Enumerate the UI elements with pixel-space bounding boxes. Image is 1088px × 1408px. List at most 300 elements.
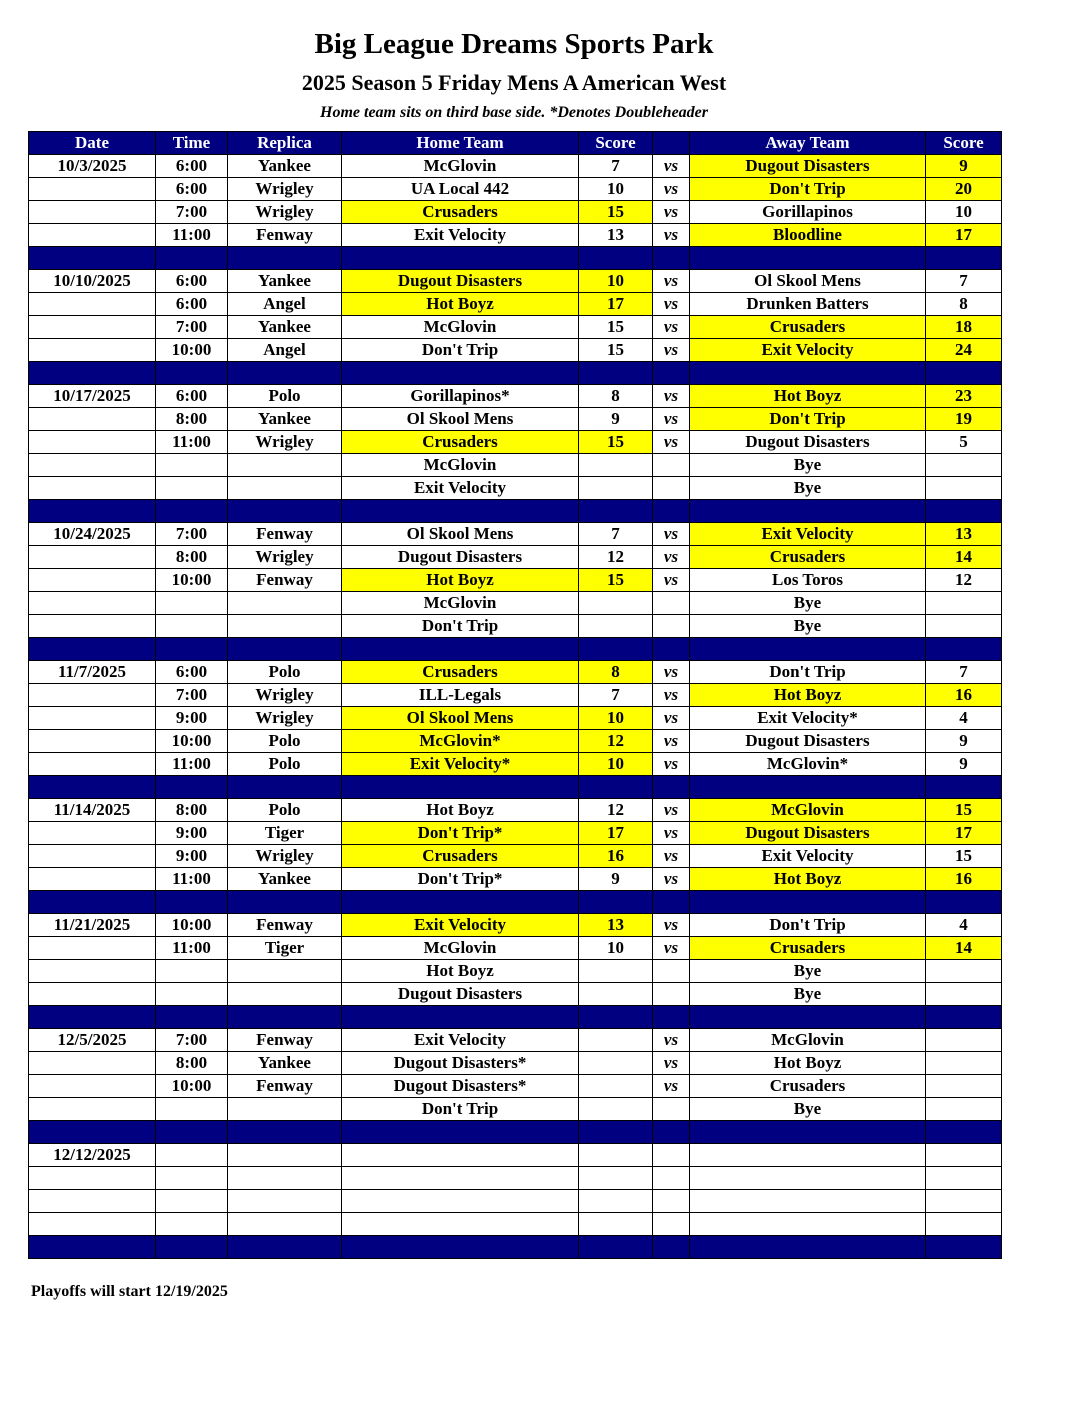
vs-cell: vs (653, 316, 690, 339)
separator-cell (653, 247, 690, 270)
date-cell (29, 316, 156, 339)
separator-cell (690, 500, 926, 523)
game-row (29, 960, 1002, 983)
vs-cell: vs (653, 937, 690, 960)
home-score-cell: 7 (579, 155, 653, 178)
separator-cell (653, 776, 690, 799)
week-separator-row (29, 362, 1002, 385)
home-score-cell: 12 (579, 546, 653, 569)
away-score-cell: 19 (926, 408, 1002, 431)
separator-cell (690, 247, 926, 270)
away-team-cell: Hot Boyz (690, 1052, 926, 1075)
away-team-cell (690, 1190, 926, 1213)
home-team-cell: Crusaders (342, 431, 579, 454)
date-cell (29, 960, 156, 983)
home-score-cell (579, 1167, 653, 1190)
replica-cell (228, 1144, 342, 1167)
away-score-cell: 17 (926, 822, 1002, 845)
home-score-cell: 12 (579, 799, 653, 822)
replica-cell: Polo (228, 730, 342, 753)
away-score-cell: 14 (926, 546, 1002, 569)
replica-cell (228, 960, 342, 983)
separator-cell (29, 1236, 156, 1259)
away-score-cell (926, 1167, 1002, 1190)
separator-cell (228, 1006, 342, 1029)
week-separator-row (29, 638, 1002, 661)
home-team-cell: Dugout Disasters (342, 270, 579, 293)
time-cell: 11:00 (156, 431, 228, 454)
game-row (29, 293, 1002, 316)
home-team-cell: Exit Velocity (342, 914, 579, 937)
vs-cell: vs (653, 1075, 690, 1098)
home-score-cell: 15 (579, 339, 653, 362)
date-cell (29, 1098, 156, 1121)
date-cell (29, 1167, 156, 1190)
home-score-cell: 10 (579, 937, 653, 960)
away-score-cell: 10 (926, 201, 1002, 224)
game-row (29, 1213, 1002, 1236)
time-cell (156, 1144, 228, 1167)
separator-cell (653, 1121, 690, 1144)
home-team-cell: Crusaders (342, 845, 579, 868)
away-team-cell: Bye (690, 960, 926, 983)
replica-cell: Yankee (228, 270, 342, 293)
vs-cell: vs (653, 293, 690, 316)
home-team-cell: Don't Trip* (342, 822, 579, 845)
separator-cell (228, 247, 342, 270)
time-cell: 10:00 (156, 914, 228, 937)
home-team-cell: McGlovin (342, 155, 579, 178)
away-score-cell: 7 (926, 661, 1002, 684)
away-score-cell (926, 1029, 1002, 1052)
date-cell (29, 1052, 156, 1075)
away-score-cell (926, 1052, 1002, 1075)
time-cell (156, 983, 228, 1006)
home-score-cell: 7 (579, 523, 653, 546)
home-score-cell: 9 (579, 868, 653, 891)
home-team-cell: Ol Skool Mens (342, 523, 579, 546)
playoffs-note: Playoffs will start 12/19/2025 (31, 1283, 228, 1300)
home-team-cell: Gorillapinos* (342, 385, 579, 408)
replica-cell: Fenway (228, 569, 342, 592)
vs-cell: vs (653, 385, 690, 408)
time-cell: 8:00 (156, 546, 228, 569)
separator-cell (228, 1236, 342, 1259)
date-cell (29, 431, 156, 454)
separator-cell (926, 500, 1002, 523)
away-team-cell: Crusaders (690, 316, 926, 339)
col-time: Time (156, 132, 228, 155)
separator-cell (579, 891, 653, 914)
separator-cell (228, 362, 342, 385)
time-cell (156, 1098, 228, 1121)
separator-cell (29, 1006, 156, 1029)
date-cell: 10/17/2025 (29, 385, 156, 408)
vs-cell: vs (653, 753, 690, 776)
separator-cell (926, 1006, 1002, 1029)
home-team-cell: McGlovin (342, 454, 579, 477)
vs-cell (653, 454, 690, 477)
away-team-cell: Bye (690, 1098, 926, 1121)
game-row (29, 155, 1002, 178)
away-team-cell: Los Toros (690, 569, 926, 592)
replica-cell: Yankee (228, 316, 342, 339)
time-cell: 10:00 (156, 730, 228, 753)
game-row (29, 339, 1002, 362)
replica-cell: Tiger (228, 937, 342, 960)
game-row (29, 569, 1002, 592)
vs-cell (653, 477, 690, 500)
home-score-cell (579, 1190, 653, 1213)
home-score-cell (579, 454, 653, 477)
replica-cell: Polo (228, 661, 342, 684)
date-cell (29, 868, 156, 891)
game-row (29, 1052, 1002, 1075)
away-score-cell: 24 (926, 339, 1002, 362)
game-row (29, 270, 1002, 293)
away-score-cell (926, 477, 1002, 500)
week-separator-row (29, 1006, 1002, 1029)
schedule-table (28, 131, 1002, 1259)
separator-cell (926, 362, 1002, 385)
vs-cell: vs (653, 201, 690, 224)
away-score-cell (926, 960, 1002, 983)
home-score-cell (579, 1098, 653, 1121)
vs-cell: vs (653, 155, 690, 178)
replica-cell: Wrigley (228, 178, 342, 201)
separator-cell (579, 1121, 653, 1144)
vs-cell: vs (653, 868, 690, 891)
away-score-cell: 16 (926, 868, 1002, 891)
away-team-cell: Exit Velocity (690, 845, 926, 868)
date-cell (29, 546, 156, 569)
time-cell: 7:00 (156, 1029, 228, 1052)
week-separator-row (29, 776, 1002, 799)
date-cell (29, 822, 156, 845)
date-cell: 10/3/2025 (29, 155, 156, 178)
date-cell (29, 983, 156, 1006)
vs-cell (653, 960, 690, 983)
separator-cell (579, 362, 653, 385)
separator-cell (29, 1121, 156, 1144)
replica-cell (228, 1190, 342, 1213)
vs-cell: vs (653, 431, 690, 454)
week-separator-row (29, 500, 1002, 523)
game-row (29, 730, 1002, 753)
time-cell: 6:00 (156, 661, 228, 684)
date-cell: 11/21/2025 (29, 914, 156, 937)
away-team-cell (690, 1167, 926, 1190)
away-team-cell: Hot Boyz (690, 684, 926, 707)
separator-cell (579, 776, 653, 799)
date-cell: 12/5/2025 (29, 1029, 156, 1052)
date-cell (29, 178, 156, 201)
home-score-cell: 15 (579, 316, 653, 339)
separator-cell (653, 500, 690, 523)
game-row (29, 201, 1002, 224)
separator-cell (228, 1121, 342, 1144)
away-score-cell: 14 (926, 937, 1002, 960)
away-team-cell: Don't Trip (690, 661, 926, 684)
home-team-cell: Ol Skool Mens (342, 707, 579, 730)
vs-cell: vs (653, 523, 690, 546)
separator-cell (926, 891, 1002, 914)
game-row (29, 431, 1002, 454)
time-cell: 10:00 (156, 569, 228, 592)
replica-cell (228, 454, 342, 477)
home-score-cell (579, 615, 653, 638)
game-row (29, 822, 1002, 845)
separator-cell (228, 638, 342, 661)
game-row (29, 546, 1002, 569)
game-row (29, 615, 1002, 638)
away-score-cell (926, 1213, 1002, 1236)
home-score-cell: 10 (579, 753, 653, 776)
game-row (29, 477, 1002, 500)
away-score-cell: 4 (926, 707, 1002, 730)
time-cell: 7:00 (156, 201, 228, 224)
separator-cell (342, 638, 579, 661)
separator-cell (690, 891, 926, 914)
time-cell: 7:00 (156, 316, 228, 339)
game-row (29, 661, 1002, 684)
replica-cell (228, 615, 342, 638)
vs-cell: vs (653, 339, 690, 362)
vs-cell: vs (653, 661, 690, 684)
home-score-cell (579, 1144, 653, 1167)
date-cell: 11/7/2025 (29, 661, 156, 684)
date-cell (29, 1190, 156, 1213)
home-team-cell: Ol Skool Mens (342, 408, 579, 431)
date-cell (29, 615, 156, 638)
date-cell (29, 224, 156, 247)
vs-cell: vs (653, 730, 690, 753)
home-team-cell: Exit Velocity (342, 477, 579, 500)
away-score-cell: 18 (926, 316, 1002, 339)
vs-cell: vs (653, 1029, 690, 1052)
time-cell: 8:00 (156, 799, 228, 822)
time-cell: 6:00 (156, 178, 228, 201)
time-cell: 9:00 (156, 845, 228, 868)
vs-cell: vs (653, 178, 690, 201)
away-score-cell: 12 (926, 569, 1002, 592)
vs-cell: vs (653, 569, 690, 592)
away-team-cell: Bye (690, 477, 926, 500)
replica-cell: Wrigley (228, 201, 342, 224)
away-team-cell: Crusaders (690, 1075, 926, 1098)
away-team-cell: Crusaders (690, 937, 926, 960)
date-cell: 12/12/2025 (29, 1144, 156, 1167)
game-row (29, 707, 1002, 730)
away-score-cell (926, 615, 1002, 638)
separator-cell (926, 776, 1002, 799)
replica-cell: Yankee (228, 1052, 342, 1075)
vs-cell (653, 1167, 690, 1190)
away-team-cell: McGlovin* (690, 753, 926, 776)
separator-cell (156, 1121, 228, 1144)
game-row (29, 1144, 1002, 1167)
separator-cell (29, 891, 156, 914)
game-row (29, 753, 1002, 776)
week-separator-row (29, 1236, 1002, 1259)
away-team-cell: McGlovin (690, 1029, 926, 1052)
away-score-cell: 4 (926, 914, 1002, 937)
separator-cell (342, 1006, 579, 1029)
separator-cell (228, 891, 342, 914)
game-row (29, 845, 1002, 868)
time-cell: 9:00 (156, 822, 228, 845)
game-row (29, 1098, 1002, 1121)
away-score-cell: 15 (926, 799, 1002, 822)
game-row (29, 224, 1002, 247)
separator-cell (228, 776, 342, 799)
replica-cell (228, 592, 342, 615)
vs-cell: vs (653, 1052, 690, 1075)
game-row (29, 868, 1002, 891)
vs-cell: vs (653, 845, 690, 868)
vs-cell: vs (653, 684, 690, 707)
time-cell (156, 454, 228, 477)
replica-cell: Fenway (228, 1029, 342, 1052)
date-cell (29, 1075, 156, 1098)
date-cell (29, 684, 156, 707)
home-team-cell: McGlovin* (342, 730, 579, 753)
away-score-cell: 13 (926, 523, 1002, 546)
home-score-cell: 17 (579, 822, 653, 845)
date-cell (29, 753, 156, 776)
vs-cell: vs (653, 408, 690, 431)
away-team-cell: Bye (690, 454, 926, 477)
time-cell: 11:00 (156, 224, 228, 247)
vs-cell: vs (653, 707, 690, 730)
replica-cell: Polo (228, 799, 342, 822)
replica-cell: Angel (228, 293, 342, 316)
separator-cell (156, 500, 228, 523)
replica-cell (228, 1213, 342, 1236)
time-cell: 6:00 (156, 293, 228, 316)
away-team-cell: Bye (690, 592, 926, 615)
home-score-cell: 8 (579, 385, 653, 408)
vs-cell: vs (653, 224, 690, 247)
home-score-cell: 8 (579, 661, 653, 684)
away-team-cell: McGlovin (690, 799, 926, 822)
separator-cell (653, 891, 690, 914)
time-cell: 10:00 (156, 1075, 228, 1098)
separator-cell (926, 1236, 1002, 1259)
date-cell (29, 201, 156, 224)
date-cell: 10/24/2025 (29, 523, 156, 546)
home-score-cell: 12 (579, 730, 653, 753)
vs-cell (653, 1213, 690, 1236)
away-score-cell: 5 (926, 431, 1002, 454)
separator-cell (156, 247, 228, 270)
home-team-cell: Hot Boyz (342, 293, 579, 316)
vs-cell: vs (653, 914, 690, 937)
separator-cell (579, 1236, 653, 1259)
away-team-cell: Dugout Disasters (690, 155, 926, 178)
home-score-cell: 15 (579, 201, 653, 224)
away-score-cell: 23 (926, 385, 1002, 408)
home-team-cell: Exit Velocity* (342, 753, 579, 776)
replica-cell: Fenway (228, 523, 342, 546)
vs-cell: vs (653, 546, 690, 569)
home-score-cell: 10 (579, 270, 653, 293)
separator-cell (690, 1236, 926, 1259)
time-cell (156, 477, 228, 500)
time-cell: 10:00 (156, 339, 228, 362)
col-away-score: Score (926, 132, 1002, 155)
vs-cell (653, 983, 690, 1006)
away-score-cell (926, 983, 1002, 1006)
separator-cell (926, 1121, 1002, 1144)
date-cell (29, 339, 156, 362)
replica-cell: Fenway (228, 224, 342, 247)
home-team-cell: Dugout Disasters (342, 546, 579, 569)
time-cell (156, 960, 228, 983)
separator-cell (156, 1006, 228, 1029)
home-score-cell: 13 (579, 224, 653, 247)
time-cell: 6:00 (156, 385, 228, 408)
away-team-cell (690, 1213, 926, 1236)
game-row (29, 1190, 1002, 1213)
week-separator-row (29, 247, 1002, 270)
away-team-cell: Don't Trip (690, 914, 926, 937)
home-team-cell: Don't Trip (342, 339, 579, 362)
time-cell: 8:00 (156, 1052, 228, 1075)
home-score-cell: 9 (579, 408, 653, 431)
away-team-cell: Hot Boyz (690, 868, 926, 891)
home-score-cell (579, 1029, 653, 1052)
away-team-cell: Dugout Disasters (690, 730, 926, 753)
vs-cell (653, 1190, 690, 1213)
date-cell: 11/14/2025 (29, 799, 156, 822)
vs-cell (653, 615, 690, 638)
home-score-cell: 15 (579, 431, 653, 454)
home-score-cell (579, 1213, 653, 1236)
time-cell: 6:00 (156, 270, 228, 293)
game-row (29, 937, 1002, 960)
home-team-cell (342, 1190, 579, 1213)
col-home-team: Home Team (342, 132, 579, 155)
vs-cell (653, 1144, 690, 1167)
home-team-cell: Don't Trip* (342, 868, 579, 891)
separator-cell (579, 1006, 653, 1029)
home-team-cell (342, 1167, 579, 1190)
home-team-cell: Exit Velocity (342, 1029, 579, 1052)
time-cell: 9:00 (156, 707, 228, 730)
separator-cell (156, 891, 228, 914)
time-cell: 8:00 (156, 408, 228, 431)
home-team-cell: Crusaders (342, 661, 579, 684)
separator-cell (690, 362, 926, 385)
time-cell: 11:00 (156, 868, 228, 891)
game-row (29, 1075, 1002, 1098)
date-cell (29, 937, 156, 960)
separator-cell (926, 247, 1002, 270)
separator-cell (342, 1236, 579, 1259)
home-score-cell: 17 (579, 293, 653, 316)
home-score-cell (579, 477, 653, 500)
game-row (29, 408, 1002, 431)
time-cell: 6:00 (156, 155, 228, 178)
game-row (29, 1167, 1002, 1190)
home-score-cell: 10 (579, 707, 653, 730)
separator-cell (653, 1236, 690, 1259)
replica-cell: Polo (228, 753, 342, 776)
game-row (29, 316, 1002, 339)
vs-cell (653, 1098, 690, 1121)
replica-cell: Wrigley (228, 684, 342, 707)
